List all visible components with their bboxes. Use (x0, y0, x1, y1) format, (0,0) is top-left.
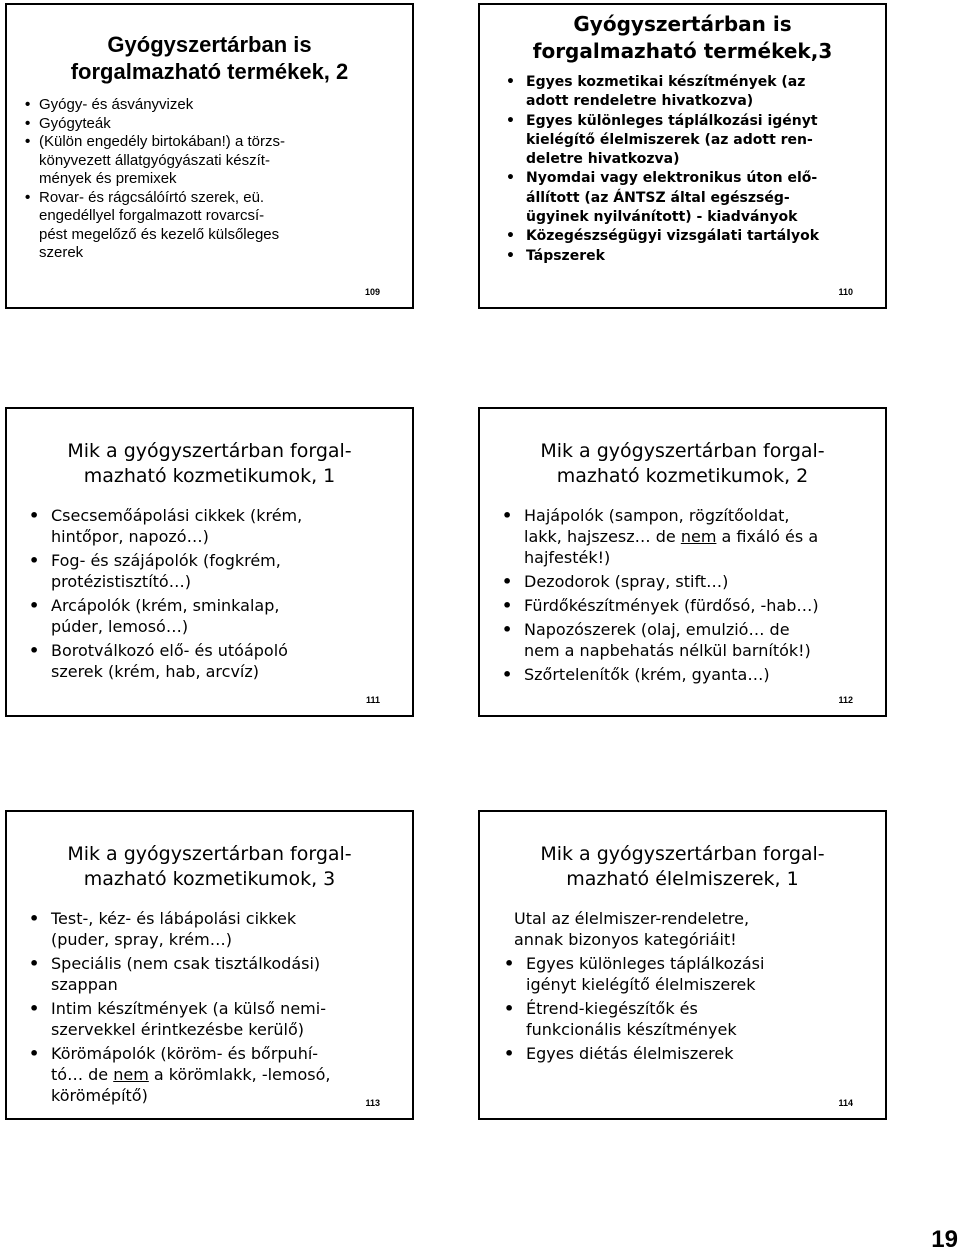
item-line: kielégítő élelmiszerek (az adott ren- (526, 131, 813, 148)
list-item (506, 227, 885, 246)
list-item (498, 664, 885, 685)
slide-number: 110 (838, 287, 853, 297)
item-line: Étrend-kiegészítők és (526, 999, 698, 1018)
list-item (25, 953, 412, 995)
list-item (25, 550, 412, 592)
bullet-list (500, 908, 885, 1064)
slide-title (7, 842, 412, 892)
item-line: Fog- és szájápolók (fogkrém, (51, 551, 281, 570)
item-line: Egyes különleges táplálkozási igényt (526, 112, 818, 129)
slide-number: 112 (838, 695, 853, 705)
item-text: lakk, hajszesz… de (524, 527, 681, 546)
slide-number: 114 (838, 1098, 853, 1108)
item-line: engedéllyel forgalmazott rovarcsí- (39, 207, 265, 224)
item-line: protézistisztító…) (51, 572, 191, 591)
item-text: a körömlakk, -lemosó, (148, 1065, 331, 1084)
item-line: Gyógy- és ásványvizek (39, 96, 194, 113)
slide-number: 109 (364, 287, 380, 297)
slide-110 (478, 3, 887, 309)
title-line: mazható kozmetikumok, 2 (556, 465, 809, 487)
title-line: Gyógyszertárban is (573, 12, 792, 36)
item-line: hajfesték!) (524, 548, 611, 567)
item-text: a fixáló és a (716, 527, 819, 546)
list-item (25, 998, 412, 1040)
slide-112 (478, 407, 887, 717)
bullet-list (498, 505, 885, 685)
list-item (25, 96, 412, 115)
item-line: nem a napbehatás nélkül barnítók!) (524, 641, 811, 660)
title-line: mazható élelmiszerek, 1 (566, 868, 799, 890)
item-line: Szőrtelenítők (krém, gyanta…) (524, 665, 770, 684)
item-line: Egyes diétás élelmiszerek (526, 1044, 734, 1063)
item-line: Egyes különleges táplálkozási (526, 954, 765, 973)
list-item (25, 189, 412, 263)
list-item (500, 953, 885, 995)
list-item (25, 505, 412, 547)
page-number: 19 (931, 1226, 958, 1253)
item-line: Dezodorok (spray, stift…) (524, 572, 729, 591)
bullet-list (25, 96, 412, 263)
list-item (498, 571, 885, 592)
item-line: Rovar- és rágcsálóírtó szerek, eü. (39, 188, 265, 206)
item-line: Körömápolók (köröm- és bőrpuhí- (51, 1044, 319, 1063)
item-line: (Külön engedély birtokában!) a törzs- (39, 133, 285, 150)
item-line: Test-, kéz- és lábápolási cikkek (51, 909, 297, 928)
slide-number: 111 (365, 695, 380, 705)
item-line: Gyógyteák (39, 114, 111, 132)
item-line: állított (az ÁNTSZ által egészség- (526, 189, 790, 206)
title-line: Mik a gyógyszertárban forgal- (67, 843, 352, 865)
slide-number: 113 (365, 1098, 380, 1108)
title-line: mazható kozmetikumok, 3 (83, 868, 336, 890)
item-line: Intim készítmények (a külső nemi- (51, 999, 326, 1018)
item-line: szerek (39, 244, 84, 261)
item-line: Speciális (nem csak tisztálkodási) (51, 954, 321, 973)
underlined-word: nem (680, 527, 717, 546)
title-line: Mik a gyógyszertárban forgal- (67, 440, 352, 462)
slide-title (480, 842, 885, 892)
item-line: Utal az élelmiszer-rendeletre, (514, 909, 750, 928)
list-item (498, 619, 885, 661)
slide-title (480, 11, 885, 65)
list-item (506, 247, 885, 266)
title-line: Mik a gyógyszertárban forgal- (540, 440, 825, 462)
title-line: forgalmazható termékek,3 (532, 39, 833, 63)
slide-title (7, 31, 412, 85)
list-item (506, 112, 885, 170)
item-line: Csecsemőápolási cikkek (krém, (51, 506, 303, 525)
list-item (506, 169, 885, 227)
item-line: Napozószerek (olaj, emulzió… de (524, 620, 790, 639)
bullet-list (25, 505, 412, 682)
list-item (506, 73, 885, 112)
title-line: Gyógyszertárban is (107, 32, 312, 57)
item-line: ügyinek nyilvánított) - kiadványok (526, 209, 798, 226)
item-line: szappan (51, 975, 118, 994)
item-line: Arcápolók (krém, sminkalap, (51, 596, 280, 615)
item-line: púder, lemosó…) (51, 617, 189, 636)
slide-109 (5, 3, 414, 309)
item-line: Egyes kozmetikai készítmények (az (526, 74, 806, 90)
slide-111 (5, 407, 414, 717)
slide-title (480, 439, 885, 489)
bullet-list (506, 73, 885, 266)
bullet-list (25, 908, 412, 1106)
item-line: Közegészségügyi vizsgálati tartályok (526, 228, 820, 245)
list-item (500, 908, 885, 950)
slide-title (7, 439, 412, 489)
list-item (25, 133, 412, 189)
item-line: igényt kielégítő élelmiszerek (526, 975, 756, 994)
list-item (500, 1043, 885, 1064)
list-item (25, 115, 412, 134)
item-line: szerek (krém, hab, arcvíz) (51, 662, 259, 681)
list-item (500, 998, 885, 1040)
item-line: pést megelőző és kezelő külsőleges (39, 225, 280, 243)
slide-113 (5, 810, 414, 1120)
item-line: deletre hivatkozva) (526, 151, 680, 168)
item-line: szervekkel érintkezésbe kerülő) (51, 1020, 305, 1039)
item-line: adott rendeletre hivatkozva) (526, 93, 754, 110)
item-line: annak bizonyos kategóriáit! (514, 930, 737, 949)
item-line: funkcionális készítmények (526, 1020, 737, 1039)
item-text: tó… de (51, 1065, 114, 1084)
item-line: hintőpor, napozó…) (51, 527, 209, 546)
list-item (25, 640, 412, 682)
title-line: forgalmazható termékek, 2 (70, 59, 349, 84)
item-line: Fürdőkészítmények (fürdősó, -hab…) (524, 596, 819, 615)
item-line: mények és premixek (39, 170, 177, 187)
item-line: könyvezett állatgyógyászati készít- (39, 151, 270, 169)
list-item (498, 505, 885, 568)
item-line: Tápszerek (526, 247, 605, 264)
list-item (25, 908, 412, 950)
item-line: (puder, spray, krém…) (51, 930, 232, 949)
list-item (498, 595, 885, 616)
item-line: Borotválkozó elő- és utóápoló (51, 641, 288, 660)
title-line: Mik a gyógyszertárban forgal- (540, 843, 825, 865)
underlined-word: nem (113, 1065, 149, 1084)
item-line: Nyomdai vagy elektronikus úton elő- (526, 170, 818, 187)
slide-114 (478, 810, 887, 1120)
title-line: mazható kozmetikumok, 1 (83, 465, 336, 487)
list-item (25, 595, 412, 637)
item-line: körömépítő) (51, 1086, 148, 1105)
list-item (25, 1043, 412, 1106)
item-line: Hajápolók (sampon, rögzítőoldat, (524, 506, 790, 525)
